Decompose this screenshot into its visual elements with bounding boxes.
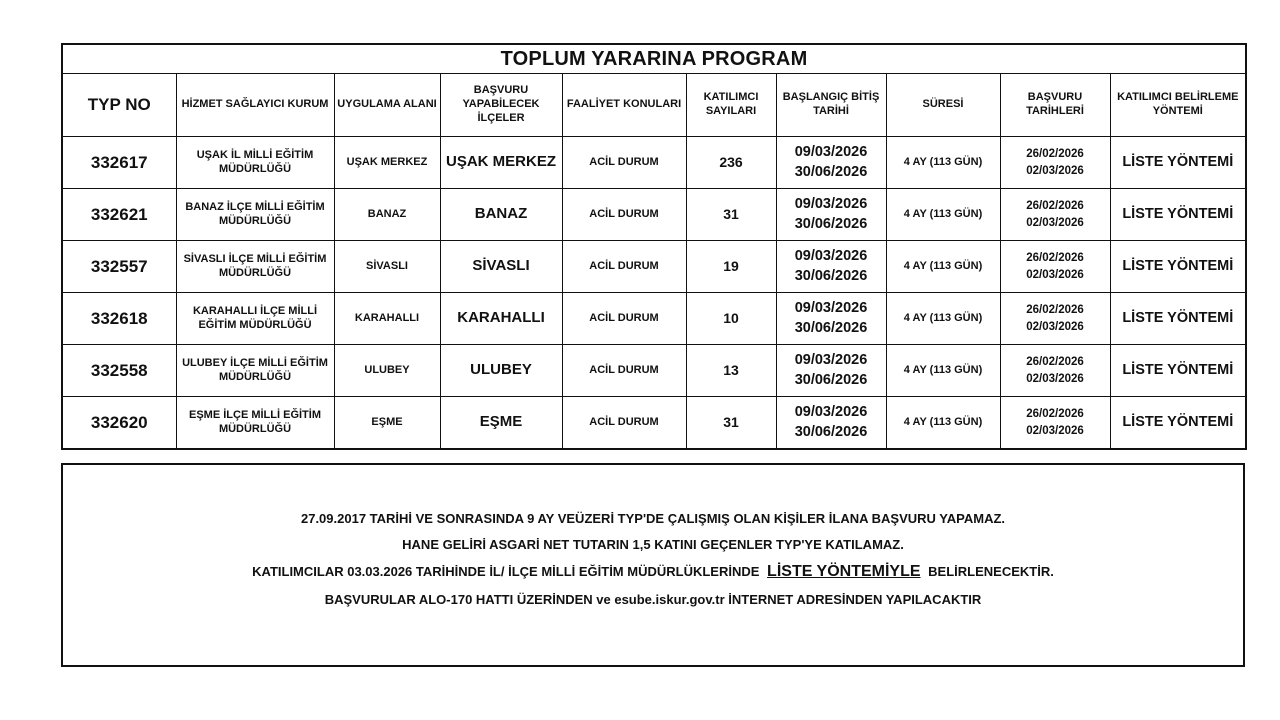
note-line-3 [63, 563, 1243, 581]
header-duration: SÜRESİ [886, 74, 1000, 137]
program-table [61, 43, 1247, 450]
table-row [62, 137, 1246, 189]
districts: UŞAK MERKEZ [440, 137, 562, 189]
header-activity: FAALİYET KONULARI [562, 74, 686, 137]
method: LİSTE YÖNTEMİ [1110, 137, 1246, 189]
application-end: 02/03/2026 [1026, 164, 1084, 177]
districts: SİVASLI [440, 241, 562, 293]
start-end-dates [776, 189, 886, 241]
provider: BANAZ İLÇE MİLLİ EĞİTİM MÜDÜRLÜĞÜ [176, 189, 334, 241]
table-row [62, 241, 1246, 293]
participant-count: 31 [686, 189, 776, 241]
start-date: 09/03/2026 [794, 351, 868, 368]
participant-count: 13 [686, 345, 776, 397]
area: EŞME [334, 397, 440, 450]
duration: 4 AY (113 GÜN) [886, 397, 1000, 450]
table-row [62, 345, 1246, 397]
start-date: 09/03/2026 [794, 195, 868, 212]
start-date: 09/03/2026 [794, 299, 868, 316]
duration: 4 AY (113 GÜN) [886, 345, 1000, 397]
start-date: 09/03/2026 [794, 247, 868, 264]
table-title: TOPLUM YARARINA PROGRAM [62, 44, 1246, 74]
header-area: UYGULAMA ALANI [334, 74, 440, 137]
application-dates [1000, 241, 1110, 293]
application-dates [1000, 137, 1110, 189]
application-dates [1000, 397, 1110, 450]
header-typ-no: TYP NO [62, 74, 176, 137]
header-districts: BAŞVURU YAPABİLECEK İLÇELER [440, 74, 562, 137]
header-row [62, 74, 1246, 137]
note-emphasis: LİSTE YÖNTEMİYLE [767, 563, 921, 580]
end-date: 30/06/2026 [794, 215, 868, 232]
activity: ACİL DURUM [562, 241, 686, 293]
application-end: 02/03/2026 [1026, 216, 1084, 229]
activity: ACİL DURUM [562, 137, 686, 189]
duration: 4 AY (113 GÜN) [886, 189, 1000, 241]
typ-no: 332558 [62, 345, 176, 397]
application-end: 02/03/2026 [1026, 424, 1084, 437]
table-row [62, 293, 1246, 345]
area: ULUBEY [334, 345, 440, 397]
duration: 4 AY (113 GÜN) [886, 293, 1000, 345]
provider: SİVASLI İLÇE MİLLİ EĞİTİM MÜDÜRLÜĞÜ [176, 241, 334, 293]
area: UŞAK MERKEZ [334, 137, 440, 189]
provider: ULUBEY İLÇE MİLLİ EĞİTİM MÜDÜRLÜĞÜ [176, 345, 334, 397]
districts: KARAHALLI [440, 293, 562, 345]
header-provider: HİZMET SAĞLAYICI KURUM [176, 74, 334, 137]
start-end-dates [776, 345, 886, 397]
provider: EŞME İLÇE MİLLİ EĞİTİM MÜDÜRLÜĞÜ [176, 397, 334, 450]
activity: ACİL DURUM [562, 293, 686, 345]
end-date: 30/06/2026 [794, 319, 868, 336]
header-application-dates: BAŞVURU TARİHLERİ [1000, 74, 1110, 137]
note-line-2: HANE GELİRİ ASGARİ NET TUTARIN 1,5 KATINI GEÇENLER TYP'YE KATILAMAZ. [402, 537, 904, 552]
typ-no: 332618 [62, 293, 176, 345]
participant-count: 10 [686, 293, 776, 345]
duration: 4 AY (113 GÜN) [886, 137, 1000, 189]
note-line-1: 27.09.2017 TARİHİ VE SONRASINDA 9 AY VEÜZERİ TYP'DE ÇALIŞMIŞ OLAN KİŞİLER İLANA BAŞVURU YAPAMAZ. [300, 511, 1006, 526]
start-date: 09/03/2026 [794, 403, 868, 420]
note-line-3-end: BELİRLENECEKTİR. [928, 564, 1054, 579]
header-dates: BAŞLANGIÇ BİTİŞ TARİHİ [776, 74, 886, 137]
typ-no: 332557 [62, 241, 176, 293]
header-method: KATILIMCI BELİRLEME YÖNTEMİ [1110, 74, 1246, 137]
end-date: 30/06/2026 [794, 267, 868, 284]
participant-count: 31 [686, 397, 776, 450]
activity: ACİL DURUM [562, 189, 686, 241]
end-date: 30/06/2026 [794, 423, 868, 440]
method: LİSTE YÖNTEMİ [1110, 241, 1246, 293]
area: BANAZ [334, 189, 440, 241]
table-row [62, 189, 1246, 241]
provider: KARAHALLI İLÇE MİLLİ EĞİTİM MÜDÜRLÜĞÜ [176, 293, 334, 345]
start-date: 09/03/2026 [794, 143, 868, 160]
application-start: 26/02/2026 [1026, 304, 1084, 317]
typ-no: 332621 [62, 189, 176, 241]
application-start: 26/02/2026 [1026, 356, 1084, 369]
districts: ULUBEY [440, 345, 562, 397]
participant-count: 236 [686, 137, 776, 189]
application-start: 26/02/2026 [1026, 148, 1084, 161]
table-row [62, 397, 1246, 450]
activity: ACİL DURUM [562, 397, 686, 450]
provider: UŞAK İL MİLLİ EĞİTİM MÜDÜRLÜĞÜ [176, 137, 334, 189]
method: LİSTE YÖNTEMİ [1110, 189, 1246, 241]
notes [63, 511, 1243, 618]
note-line-4: BAŞVURULAR ALO-170 HATTI ÜZERİNDEN ve esube.iskur.gov.tr İNTERNET ADRESİNDEN YAPILACAKTIR [324, 592, 982, 607]
area: KARAHALLI [334, 293, 440, 345]
application-end: 02/03/2026 [1026, 320, 1084, 333]
application-start: 26/02/2026 [1026, 200, 1084, 213]
application-dates [1000, 293, 1110, 345]
area: SİVASLI [334, 241, 440, 293]
method: LİSTE YÖNTEMİ [1110, 397, 1246, 450]
start-end-dates [776, 293, 886, 345]
application-start: 26/02/2026 [1026, 408, 1084, 421]
districts: BANAZ [440, 189, 562, 241]
districts: EŞME [440, 397, 562, 450]
notes-box [61, 463, 1245, 667]
activity: ACİL DURUM [562, 345, 686, 397]
note-line-3-start: KATILIMCILAR 03.03.2026 TARİHİNDE İL/ İLÇE MİLLİ EĞİTİM MÜDÜRLÜKLERİNDE [252, 564, 760, 579]
method: LİSTE YÖNTEMİ [1110, 293, 1246, 345]
duration: 4 AY (113 GÜN) [886, 241, 1000, 293]
application-dates [1000, 345, 1110, 397]
start-end-dates [776, 137, 886, 189]
start-end-dates [776, 397, 886, 450]
application-end: 02/03/2026 [1026, 268, 1084, 281]
typ-no: 332617 [62, 137, 176, 189]
end-date: 30/06/2026 [794, 163, 868, 180]
application-start: 26/02/2026 [1026, 252, 1084, 265]
start-end-dates [776, 241, 886, 293]
application-dates [1000, 189, 1110, 241]
typ-no: 332620 [62, 397, 176, 450]
end-date: 30/06/2026 [794, 371, 868, 388]
participant-count: 19 [686, 241, 776, 293]
application-end: 02/03/2026 [1026, 372, 1084, 385]
header-count: KATILIMCI SAYILARI [686, 74, 776, 137]
method: LİSTE YÖNTEMİ [1110, 345, 1246, 397]
